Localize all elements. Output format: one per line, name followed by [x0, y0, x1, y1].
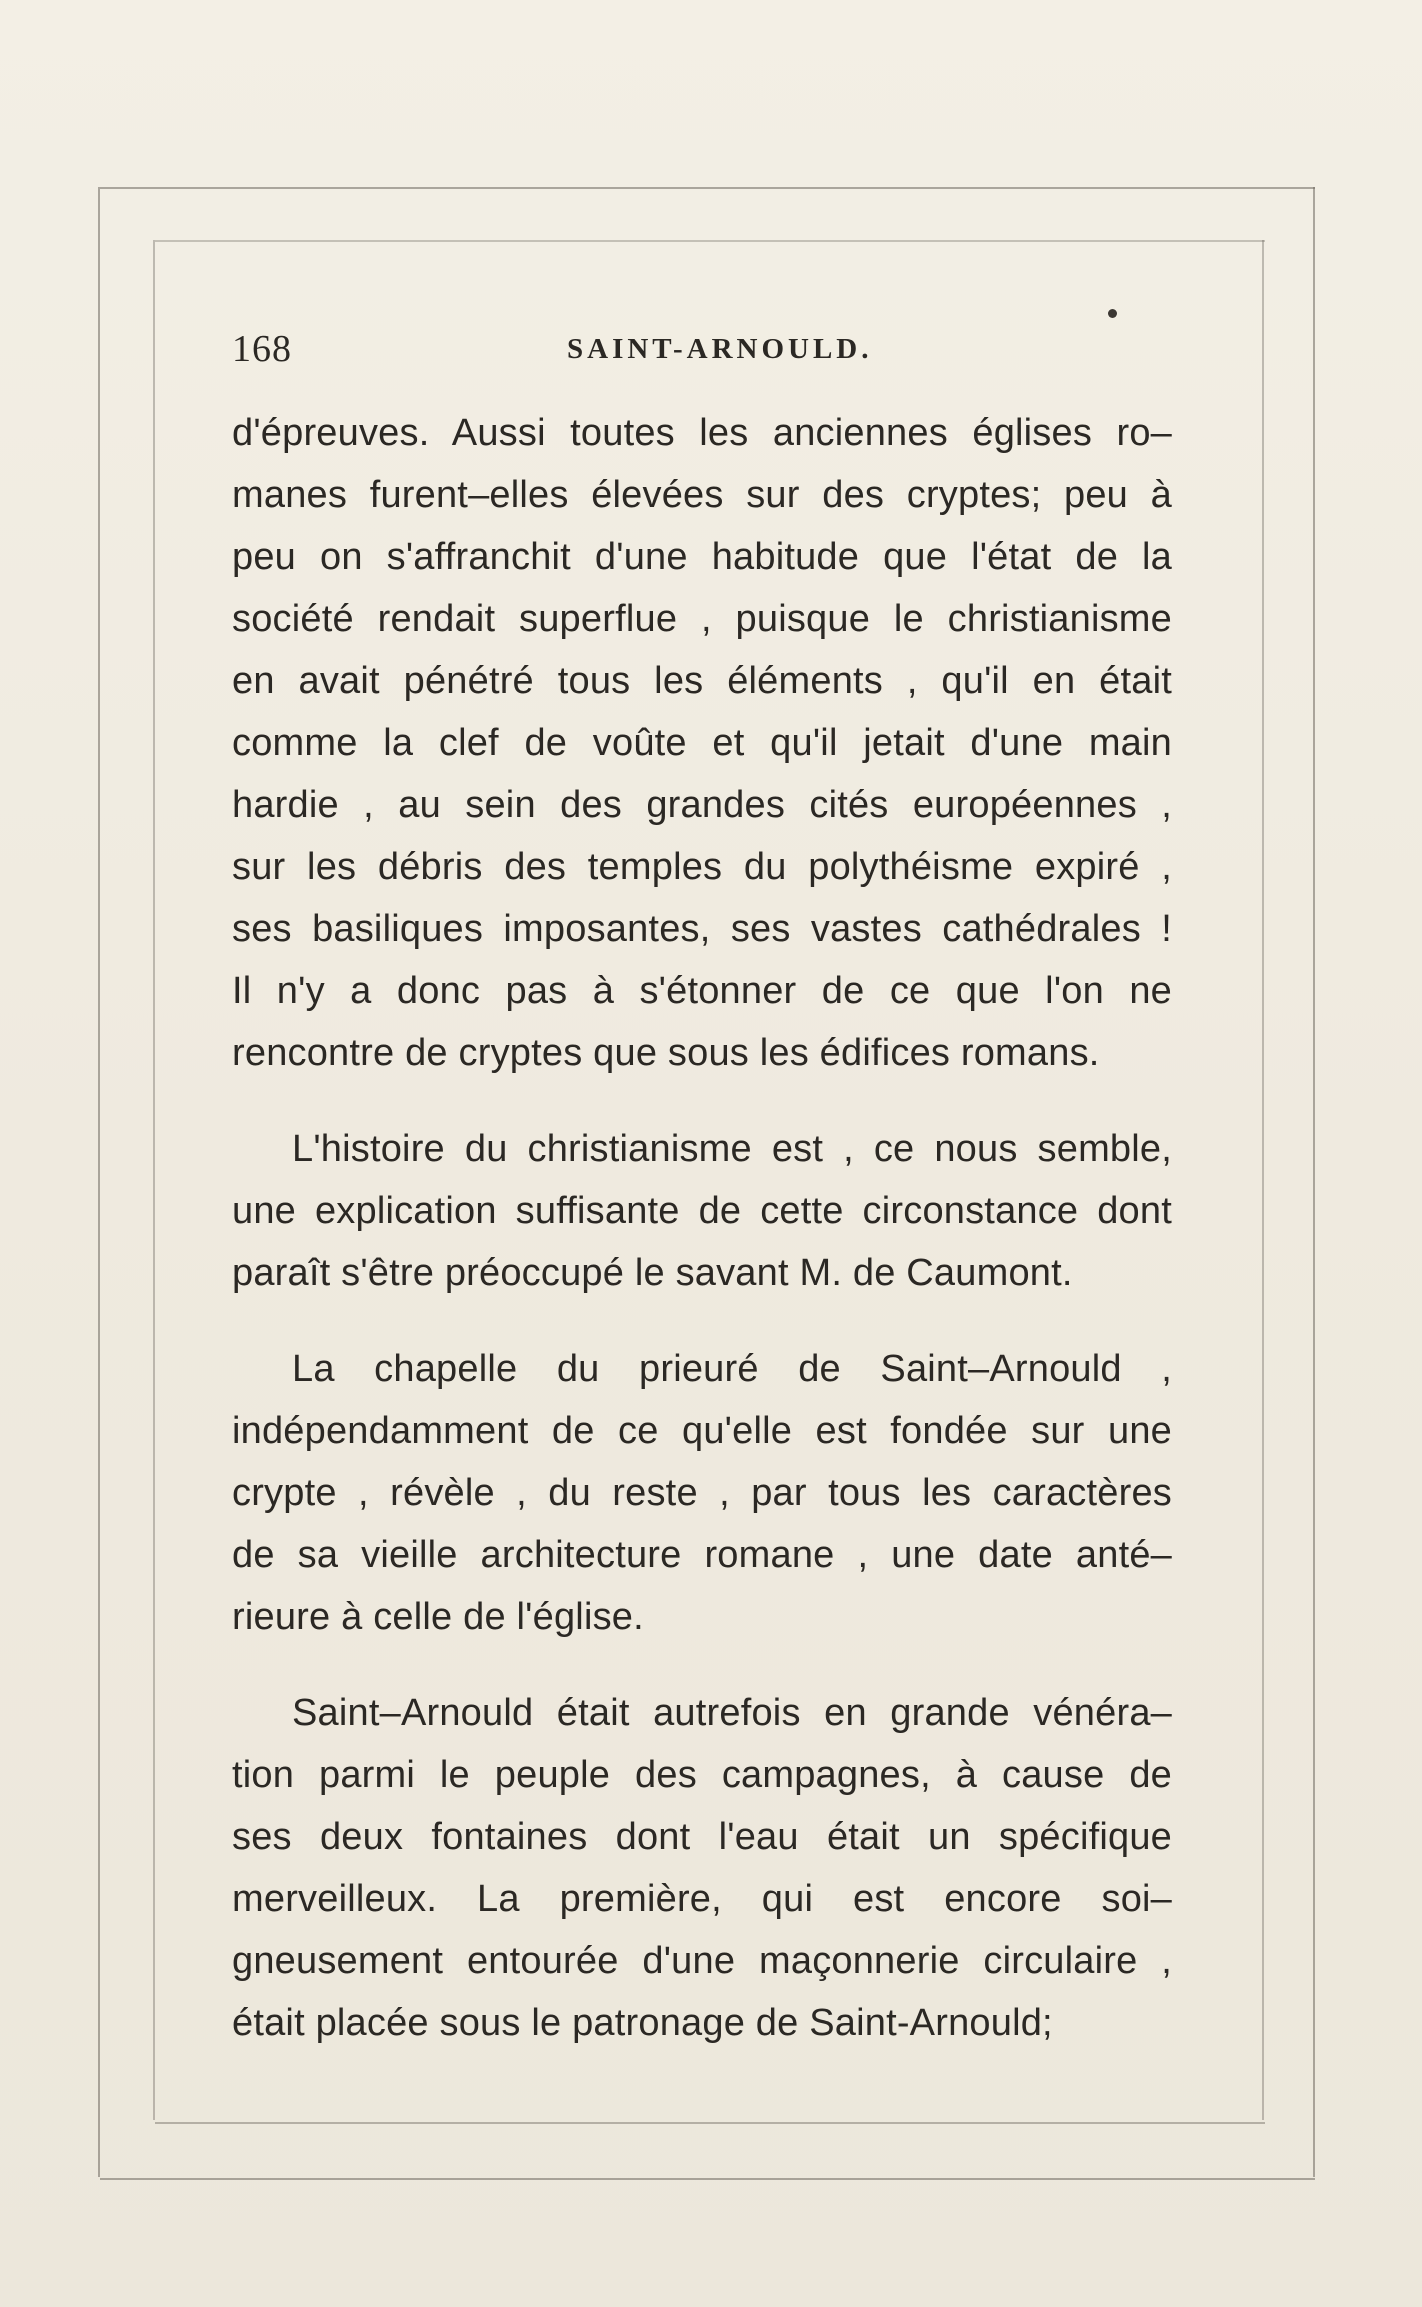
frame-top-inner	[155, 240, 1265, 242]
text-line: Il n'y a donc pas à s'étonner de ce que l'on ne	[232, 970, 1172, 1012]
text-line: en avait pénétré tous les éléments , qu'il en était	[232, 660, 1172, 702]
paragraph	[232, 1682, 1172, 2054]
text-line: sur les débris des temples du polythéisme expiré ,	[232, 846, 1172, 888]
text-line: peu on s'affranchit d'une habitude que l'état de la	[232, 536, 1172, 578]
frame-right-inner	[1262, 240, 1264, 2120]
text-line: L'histoire du christianisme est , ce nous semble,	[292, 1128, 1172, 1170]
text-line: manes furent–elles élevées sur des cryptes; peu à	[232, 474, 1172, 516]
text-line: était placée sous le patronage de Saint-Arnould;	[232, 2002, 1053, 2044]
paragraph	[232, 402, 1172, 1084]
page-header	[232, 327, 1172, 377]
page-number: 168	[232, 328, 292, 370]
text-line: rencontre de cryptes que sous les édifices romans.	[232, 1032, 1100, 1074]
ink-dot	[1108, 309, 1117, 318]
text-line: Saint–Arnould était autrefois en grande vénéra–	[292, 1692, 1172, 1734]
text-line: crypte , révèle , du reste , par tous les caractères	[232, 1472, 1172, 1514]
text-line: merveilleux. La première, qui est encore soi–	[232, 1878, 1172, 1920]
text-line: tion parmi le peuple des campagnes, à cause de	[232, 1754, 1172, 1796]
text-line: d'épreuves. Aussi toutes les anciennes églises ro–	[232, 412, 1172, 454]
text-line: une explication suffisante de cette circonstance dont	[232, 1190, 1172, 1232]
text-line: rieure à celle de l'église.	[232, 1596, 644, 1638]
text-line: gneusement entourée d'une maçonnerie circulaire ,	[232, 1940, 1172, 1982]
paragraph-gap	[232, 1084, 1172, 1118]
text-line: paraît s'être préoccupé le savant M. de Caumont.	[232, 1252, 1073, 1294]
body-text	[232, 402, 1172, 2054]
text-line: comme la clef de voûte et qu'il jetait d'une main	[232, 722, 1172, 764]
frame-left-inner	[153, 240, 155, 2120]
text-line: La chapelle du prieuré de Saint–Arnould ,	[292, 1348, 1172, 1390]
paragraph-gap	[232, 1304, 1172, 1338]
text-line: société rendait superflue , puisque le christianisme	[232, 598, 1172, 640]
paragraph-gap	[232, 1648, 1172, 1682]
text-line: ses deux fontaines dont l'eau était un spécifique	[232, 1816, 1172, 1858]
frame-right-outer	[1313, 187, 1315, 2177]
frame-top-outer	[100, 187, 1315, 189]
running-head: SAINT-ARNOULD.	[567, 333, 873, 365]
text-line: hardie , au sein des grandes cités européennes ,	[232, 784, 1172, 826]
paragraph	[232, 1118, 1172, 1304]
frame-bottom-inner	[155, 2122, 1265, 2124]
paragraph	[232, 1338, 1172, 1648]
text-line: indépendamment de ce qu'elle est fondée sur une	[232, 1410, 1172, 1452]
frame-left-outer	[98, 187, 100, 2177]
text-line: ses basiliques imposantes, ses vastes cathédrales !	[232, 908, 1172, 950]
frame-bottom-outer	[100, 2178, 1315, 2180]
text-line: de sa vieille architecture romane , une date anté–	[232, 1534, 1172, 1576]
